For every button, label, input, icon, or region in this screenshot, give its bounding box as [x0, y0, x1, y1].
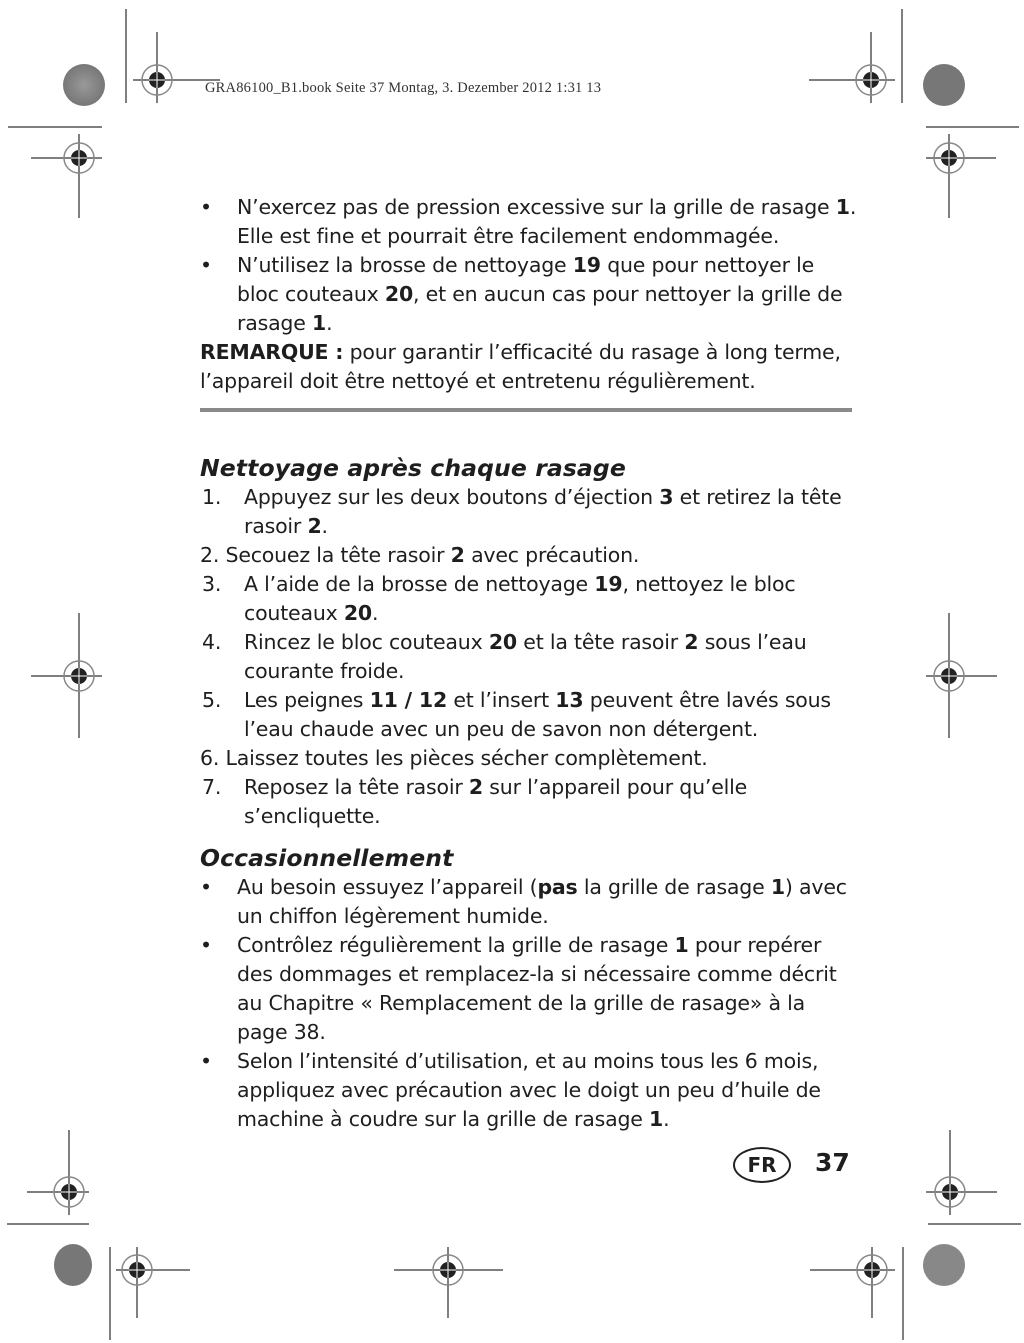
section-title-cleaning-after-shave: Nettoyage après chaque rasage — [200, 454, 626, 482]
cleaning-steps — [200, 483, 860, 831]
part-reference-number: 2 — [307, 514, 322, 538]
page-content — [200, 193, 860, 1134]
intro-bullet-1: • N’exercez pas de pression excessive sur la grille de rasage 1. Elle est fine et pourrait être facilement endommagée. — [200, 195, 857, 248]
page-number: 37 — [815, 1148, 850, 1177]
language-badge: FR — [733, 1147, 791, 1183]
remark — [200, 338, 860, 396]
step-item: 3. A l’aide de la brosse de nettoyage 19, nettoyez le bloc couteaux 20. — [202, 572, 796, 625]
intro-bullet-2: • N’utilisez la brosse de nettoyage 19 que pour nettoyer le bloc couteaux 20, et en aucun cas pour nettoyer la grille de rasage 1. — [200, 253, 843, 335]
step-item: 4. Rincez le bloc couteaux 20 et la tête rasoir 2 sous l’eau courante froide. — [202, 630, 807, 683]
color-bar-icon — [63, 64, 105, 106]
print-header: GRA86100_B1.book Seite 37 Montag, 3. Dezember 2012 1:31 13 — [205, 80, 602, 96]
bullet-icon: • — [200, 195, 212, 219]
section-divider — [200, 408, 852, 412]
part-reference-number: 2 — [450, 543, 465, 567]
bullet-icon: • — [200, 875, 212, 899]
section-title-occasionally: Occasionnellement — [200, 844, 454, 872]
step-item: 1. Appuyez sur les deux boutons d’éjection 3 et retirez la tête rasoir 2. — [202, 485, 842, 538]
step-item: 6. Laissez toutes les pièces sécher complètement. — [200, 746, 708, 770]
part-reference-number: 19 — [594, 572, 623, 596]
part-reference-number: 11 / 12 — [369, 688, 448, 712]
remark-text: pour garantir l’efficacité du rasage à long terme, l’appareil doit être nettoyé et entretenu régulièrement. — [200, 340, 841, 393]
part-reference-number: 1 — [674, 933, 689, 957]
remark-label: REMARQUE : — [200, 340, 344, 364]
part-reference-number: 13 — [555, 688, 584, 712]
occasional-bullet: • Contrôlez régulièrement la grille de rasage 1 pour repérer des dommages et remplacez-la si nécessaire comme décrit au Chapitre « Remplacement de la grille de rasage» à la page 38. — [200, 933, 837, 1044]
part-reference-number: 1 — [311, 311, 327, 335]
part-reference-number: 2 — [684, 630, 699, 654]
bullet-icon: • — [200, 253, 212, 277]
part-reference-number: 20 — [384, 282, 414, 306]
step-item: 7. Reposez la tête rasoir 2 sur l’appareil pour qu’elle s’encliquette. — [202, 775, 748, 828]
part-reference-number: 1 — [770, 875, 785, 899]
part-reference-number: 3 — [659, 485, 674, 509]
part-reference-number: 1 — [835, 195, 850, 219]
occasional-bullet: • Au besoin essuyez l’appareil (pas la grille de rasage 1) avec un chiffon légèrement humide. — [200, 875, 847, 928]
part-reference-number: 1 — [648, 1107, 664, 1131]
part-reference-number: 2 — [468, 775, 483, 799]
bullet-icon: • — [200, 1049, 212, 1073]
bullet-icon: • — [200, 933, 212, 957]
occasional-bullets — [200, 873, 860, 1134]
part-reference-number: 19 — [572, 253, 601, 277]
part-reference-number: pas — [537, 875, 578, 899]
step-item: 2. Secouez la tête rasoir 2 avec précaution. — [200, 543, 640, 567]
intro-bullets — [200, 193, 860, 338]
part-reference-number: 20 — [488, 630, 517, 654]
step-item: 5. Les peignes 11 / 12 et l’insert 13 peuvent être lavés sous l’eau chaude avec un peu de savon non détergent. — [202, 688, 831, 741]
part-reference-number: 20 — [343, 601, 372, 625]
occasional-bullet: • Selon l’intensité d’utilisation, et au moins tous les 6 mois, appliquez avec précaution avec le doigt un peu d’huile de machine à coudre sur la grille de rasage 1. — [200, 1049, 821, 1131]
